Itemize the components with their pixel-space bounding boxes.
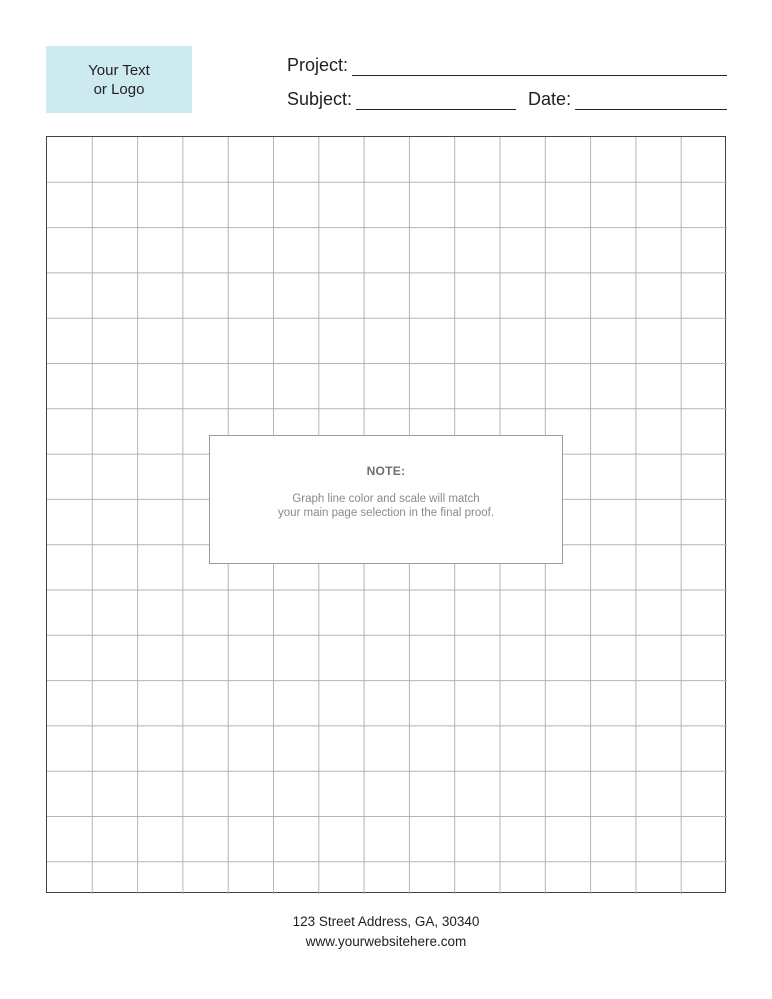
date-label: Date: <box>528 89 572 109</box>
footer <box>0 912 772 952</box>
date-field[interactable] <box>575 93 727 110</box>
project-row <box>287 54 727 76</box>
note-line2: your main page selection in the final proof. <box>277 507 495 519</box>
subject-label: Subject: <box>287 89 353 109</box>
logo-placeholder <box>46 46 192 113</box>
footer-website[interactable]: www.yourwebsitehere.com <box>305 934 467 949</box>
note-body <box>210 492 562 520</box>
project-label: Project: <box>287 55 349 75</box>
footer-address: 123 Street Address, GA, 30340 <box>292 914 480 929</box>
logo-text-line2: or Logo <box>93 80 145 98</box>
logo-text-line1: Your Text <box>88 61 150 79</box>
subject-date-row <box>287 88 727 110</box>
subject-field[interactable] <box>356 93 516 110</box>
note-line1: Graph line color and scale will match <box>292 493 480 505</box>
note-title: NOTE: <box>366 464 406 478</box>
project-field[interactable] <box>352 59 727 76</box>
note-box <box>209 435 563 564</box>
header-fields <box>287 54 727 122</box>
